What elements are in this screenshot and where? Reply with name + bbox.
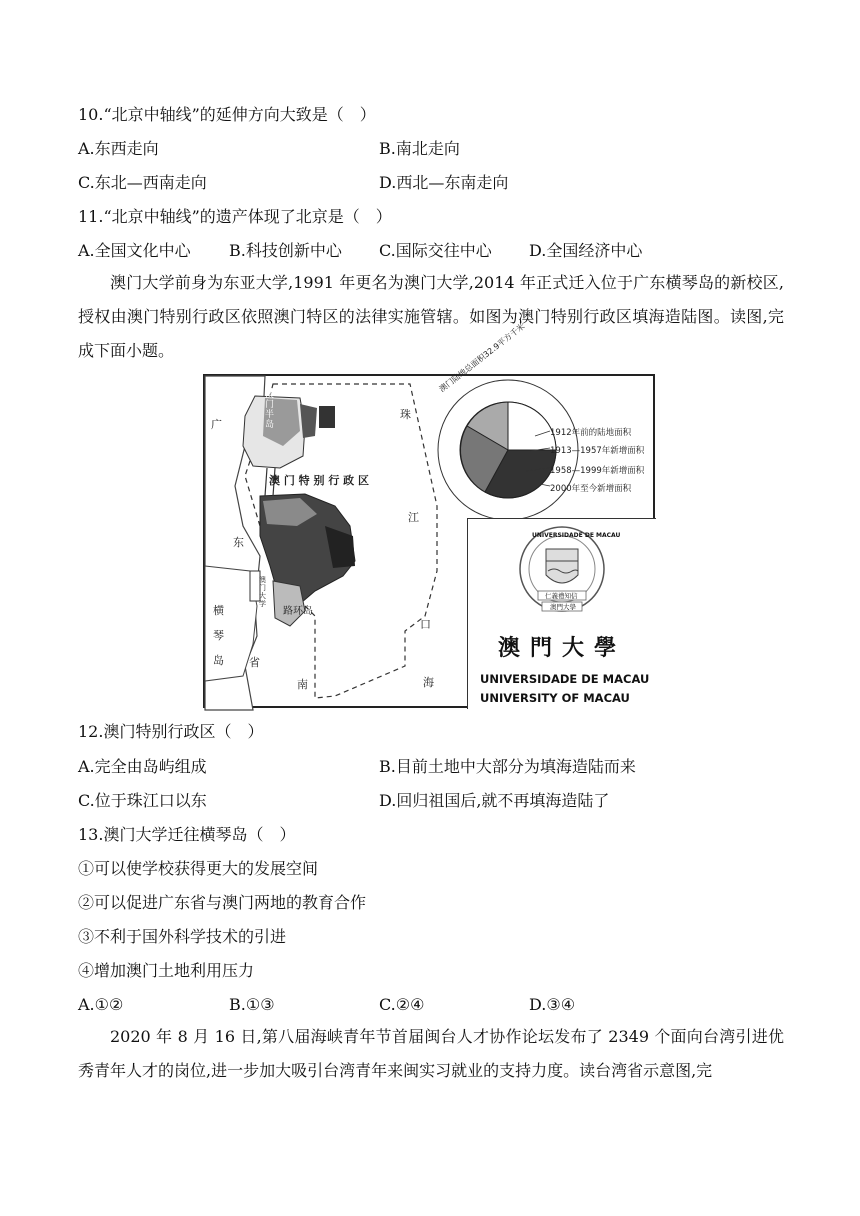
q13-statement-1: ①可以使学校获得更大的发展空间 <box>78 859 319 878</box>
um-portuguese-name: UNIVERSIDADE DE MACAU <box>480 672 650 686</box>
q13-option-b: B.①③ <box>229 995 275 1014</box>
label-macau-peninsula: 澳门半岛 <box>265 390 275 430</box>
q10-option-b: B.南北走向 <box>379 139 460 158</box>
seal-motto: 仁義禮知信 <box>545 592 578 600</box>
q13-option-d: D.③④ <box>529 995 576 1014</box>
label-nan: 南 <box>297 678 308 691</box>
shield-icon <box>546 549 578 583</box>
label-um-small: 澳门大学 <box>259 576 266 608</box>
label-dong: 东 <box>233 536 244 549</box>
pie-legend-3: 1958—1999年新增面积 <box>550 466 645 476</box>
q10-stem: 10.“北京中轴线”的延伸方向大致是（ ） <box>78 105 376 124</box>
label-guang: 广 <box>211 418 222 431</box>
pie-slice-new-2000 <box>508 402 556 450</box>
q10-option-c: C.东北—西南走向 <box>78 173 207 192</box>
macau-reclamation-figure <box>203 321 655 708</box>
pie-title: 澳门陆地总面积32.9平方千米 <box>437 321 527 394</box>
seal-banner: 澳門大學 <box>550 603 576 611</box>
seal-ring-text: UNIVERSIDADE DE MACAU <box>532 532 621 539</box>
pie-legend-4: 2000年至今新增面积 <box>550 484 632 494</box>
q13-statement-2: ②可以促进广东省与澳门两地的教育合作 <box>78 893 367 912</box>
label-coloane: 路环岛 <box>283 606 313 617</box>
pie-legend-1: 1912年前的陆地面积 <box>550 428 632 438</box>
reclaimed-block <box>319 406 335 428</box>
label-hai: 海 <box>423 676 434 689</box>
label-kou: 口 <box>420 618 431 631</box>
q11-option-d: D.全国经济中心 <box>529 241 643 260</box>
q13-option-a: A.①② <box>78 995 124 1014</box>
q13-option-c: C.②④ <box>379 995 425 1014</box>
bridge-1 <box>265 468 267 496</box>
q13-statement-3: ③不利于国外科学技术的引进 <box>78 927 287 946</box>
q13-stem: 13.澳门大学迁往横琴岛（ ） <box>78 825 296 844</box>
q10-option-a: A.东西走向 <box>78 139 159 158</box>
um-logo-box <box>467 518 656 709</box>
pie-legend-2: 1913—1957年新增面积 <box>550 446 645 456</box>
q11-option-a: A.全国文化中心 <box>78 241 191 260</box>
label-sheng: 省 <box>249 656 260 669</box>
q12-option-a: A.完全由岛屿组成 <box>78 757 207 776</box>
q12-option-d: D.回归祖国后,就不再填海造陆了 <box>379 791 610 810</box>
um-english-name: UNIVERSITY OF MACAU <box>480 691 630 705</box>
q12-option-b: B.目前土地中大部分为填海造陆而来 <box>379 757 636 776</box>
q13-statement-4: ④增加澳门土地利用压力 <box>78 961 255 980</box>
q12-option-c: C.位于珠江口以东 <box>78 791 207 810</box>
q10-option-d: D.西北—东南走向 <box>379 173 509 192</box>
label-jiang: 江 <box>408 511 419 524</box>
passage-taiwan: 2020 年 8 月 16 日,第八届海峡青年节首届闽台人才协作论坛发布了 2349 个面向台湾引进优秀青年人才的岗位,进一步加大吸引台湾青年来闽实习就业的支持力度。读台湾省示意图,完 <box>78 1027 784 1080</box>
q11-option-c: C.国际交往中心 <box>379 241 492 260</box>
q11-stem: 11.“北京中轴线”的遗产体现了北京是（ ） <box>78 207 392 226</box>
passage-macau-university: 澳门大学前身为东亚大学,1991 年更名为澳门大学,2014 年正式迁入位于广东横琴岛的新校区,授权由澳门特别行政区依照澳门特区的法律实施管辖。如图为澳门特别行政区填海造陆图。读图,完成下面小题。 <box>78 273 784 360</box>
label-region: 澳 门 特 别 行 政 区 <box>269 474 369 487</box>
label-zhu: 珠 <box>400 408 411 421</box>
um-chinese-name: 澳門大學 <box>498 635 627 661</box>
q11-option-b: B.科技创新中心 <box>229 241 342 260</box>
label-hengqin: 横 琴 岛 <box>213 604 224 667</box>
q12-stem: 12.澳门特别行政区（ ） <box>78 722 264 741</box>
